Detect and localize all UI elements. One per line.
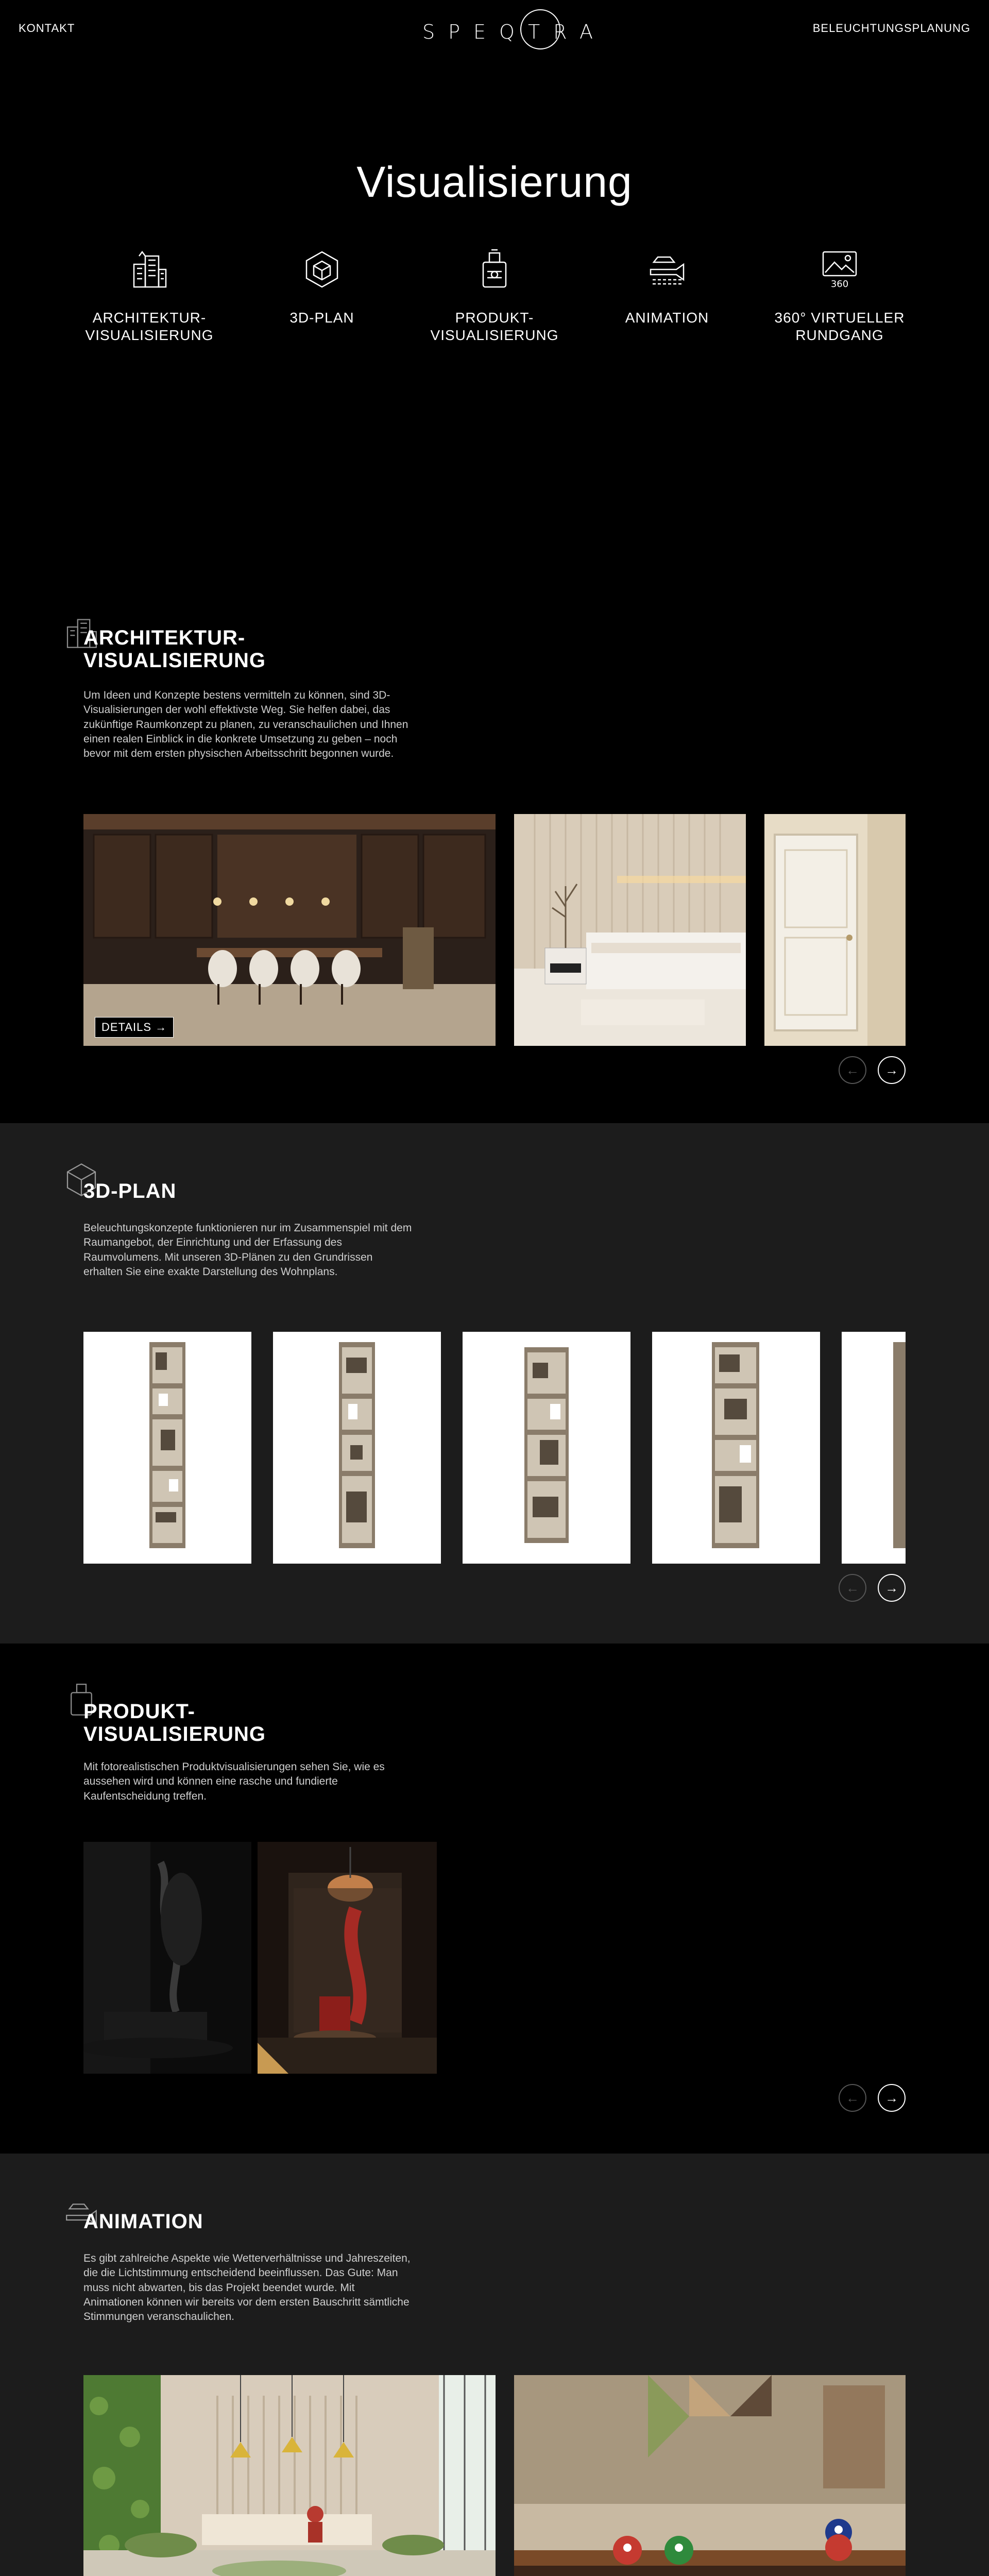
floorplan-image[interactable] [652, 1332, 820, 1564]
svg-text:360: 360 [830, 279, 849, 290]
section-text: Es gibt zahlreiche Aspekte wie Wetterverhältnisse und Jahreszeiten, die die Lichtstimmung entscheidend beeinflussen. Das Gute: Man muss nicht abwarten, bis das Projekt beendet wurde. Mit Animationen können wir bereits vor dem ersten Bauschritt sämtliche Stimmungen veranschaulichen. [83, 2252, 411, 2323]
camera-car-icon [645, 247, 689, 292]
animation-image-billiard[interactable] [514, 2375, 906, 2576]
logo-ring-icon [520, 9, 560, 49]
building-icon [127, 247, 172, 292]
category-label: ANIMATION [625, 310, 709, 326]
brand-wordmark: SPEQTRA [422, 21, 607, 43]
gallery-image-doorway[interactable] [764, 814, 906, 1046]
page-title: Visualisierung [356, 158, 633, 206]
section-title: 3D-PLAN [83, 1180, 177, 1202]
product-icon [472, 247, 517, 292]
category-produkt[interactable] [417, 247, 572, 361]
animation-image-lobby[interactable] [83, 2375, 496, 2576]
floorplan-image[interactable] [463, 1332, 630, 1564]
nav-beleuchtungsplanung-link[interactable]: BELEUCHTUNGSPLANUNG [812, 22, 970, 35]
gallery-image-bedroom[interactable] [514, 814, 746, 1046]
section-produkt [0, 1643, 989, 2154]
next-arrow-button[interactable]: → [878, 1574, 906, 1602]
gallery-arrows [833, 1574, 906, 1603]
product-image-dark-interior[interactable] [83, 1842, 251, 2074]
gallery-image-dining[interactable] [83, 814, 496, 1046]
gallery-strip [83, 2375, 906, 2576]
prev-arrow-button[interactable]: ← [839, 2084, 866, 2112]
category-architektur[interactable] [72, 247, 227, 361]
category-label: PRODUKT- VISUALISIERUNG [430, 310, 559, 343]
section-title: PRODUKT- VISUALISIERUNG [83, 1700, 266, 1745]
gallery-strip [83, 1842, 906, 2074]
next-arrow-button[interactable]: → [878, 1056, 906, 1084]
panorama-360-icon [817, 247, 862, 292]
gallery-arrows [833, 2084, 906, 2113]
gallery-arrows [833, 1056, 906, 1085]
section-text: Um Ideen und Konzepte bestens vermitteln zu können, sind 3D-Visualisierungen der wohl effektivste Weg. Sie helfen dabei, das zukünftige Raumkonzept zu planen, zu veranschaulichen und Ihnen einen realen Einblick in die konkrete Umsetzung zu geben – noch bevor mit dem ersten physischen Arbeitsschritt begonnen wurde. [83, 689, 408, 760]
category-animation[interactable] [590, 247, 744, 361]
category-360-rundgang[interactable] [762, 247, 917, 361]
section-3d-plan [0, 1123, 989, 1643]
floorplan-image[interactable] [842, 1332, 906, 1564]
details-button[interactable]: DETAILS → [95, 1017, 174, 1038]
floorplan-image[interactable] [83, 1332, 251, 1564]
floorplan-image[interactable] [273, 1332, 441, 1564]
section-title: ANIMATION [83, 2210, 203, 2233]
category-label: 3D-PLAN [289, 310, 354, 326]
nav-kontakt-link[interactable]: KONTAKT [19, 22, 75, 35]
next-arrow-button[interactable]: → [878, 2084, 906, 2112]
category-label: 360° VIRTUELLER RUNDGANG [774, 310, 905, 343]
prev-arrow-button[interactable]: ← [839, 1056, 866, 1084]
category-3d-plan[interactable] [245, 247, 399, 361]
section-animation [0, 2154, 989, 2576]
section-text: Beleuchtungskonzepte funktionieren nur im Zusammenspiel mit dem Raumangebot, der Einrichtung und der Erfassung des Raumvolumens. Mit unseren 3D-Plänen zu den Grundrissen erhalten Sie eine exakte Darstellung des Wohnplans. [83, 1222, 412, 1278]
category-label: ARCHITEKTUR- VISUALISIERUNG [85, 310, 214, 343]
section-title: ARCHITEKTUR- VISUALISIERUNG [83, 626, 266, 672]
cube-icon [300, 247, 344, 292]
product-image-red-lamp[interactable] [258, 1842, 437, 2074]
section-text: Mit fotorealistischen Produktvisualisierungen sehen Sie, wie es aussehen wird und können eine rasche und fundierte Kaufentscheidung treffen. [83, 1761, 385, 1802]
gallery-strip [83, 1332, 906, 1564]
section-architektur [0, 582, 989, 1123]
brand-logo[interactable] [422, 9, 607, 47]
prev-arrow-button[interactable]: ← [839, 1574, 866, 1602]
header [0, 0, 989, 57]
gallery-strip [83, 814, 906, 1046]
category-nav [72, 247, 917, 361]
